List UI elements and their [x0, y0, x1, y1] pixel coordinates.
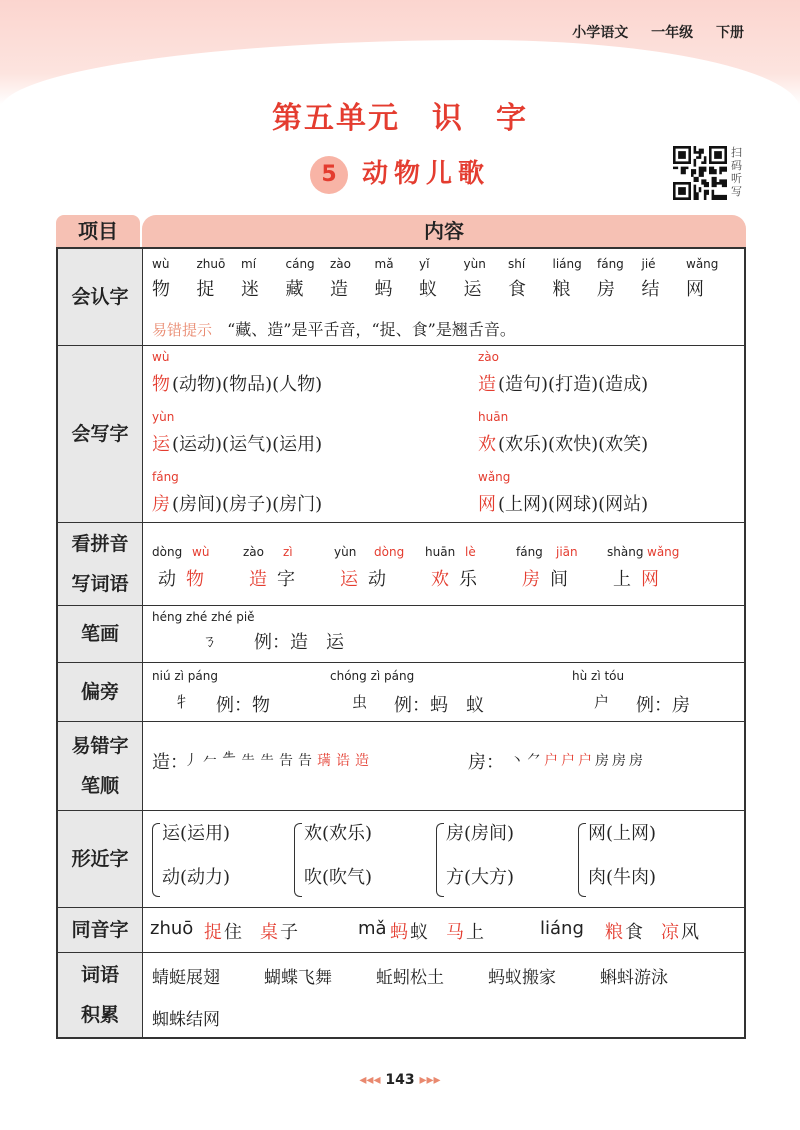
stroke-step-zao: 造	[355, 753, 369, 769]
char-pinyin: cáng	[285, 257, 315, 271]
pinyin-words-content	[144, 523, 744, 605]
unit-title: 第五单元 识 字	[272, 101, 528, 136]
stroke-step-zao: 𠂉	[203, 753, 217, 769]
recognize-char: 捉	[196, 279, 215, 300]
word-pinyin-1: yùn	[334, 545, 357, 559]
row-label: 偏旁	[58, 663, 143, 721]
brace-icon	[294, 823, 302, 897]
row-similar-chars	[58, 810, 744, 907]
recognize-char: 藏	[285, 279, 304, 300]
write-chars-content	[144, 346, 744, 522]
word-bank-item: 蝌蚪游泳	[600, 968, 668, 988]
char-pinyin: wù	[152, 257, 170, 271]
stroke-step-fang: 房	[629, 753, 643, 769]
word-pinyin-1: fáng	[516, 545, 543, 559]
volume-label: 下册	[716, 25, 744, 41]
write-char-words: (欢乐)(欢快)(欢笑)	[498, 434, 649, 455]
word-char-1: 动	[158, 569, 176, 590]
word-pinyin-1: zào	[243, 545, 264, 559]
stroke-step-zao: ⺧	[260, 753, 274, 769]
char-pinyin: mǎ	[374, 257, 394, 271]
row-homophones	[58, 907, 744, 952]
study-table	[56, 247, 746, 1039]
write-char: 运	[152, 434, 170, 455]
brace-icon	[152, 823, 160, 897]
row-stroke-order	[58, 721, 744, 810]
label-line-1: 看拼音	[71, 533, 129, 555]
word-char-2: 网	[641, 569, 659, 590]
row-label: 笔画	[58, 606, 143, 662]
stroke-shape: ㄋ	[202, 632, 218, 650]
recognize-char: 蚁	[419, 279, 437, 300]
row-label: 会认字	[58, 249, 143, 345]
row-radical	[58, 662, 744, 721]
word-bank-item: 蚂蚁搬家	[488, 968, 556, 988]
write-char-words: (运动)(运气)(运用)	[172, 434, 323, 455]
char-pinyin: wǎng	[686, 257, 719, 271]
stroke-step-zao: 告	[279, 753, 293, 769]
write-char: 造	[478, 374, 496, 395]
stroke-step-fang: 户	[561, 753, 575, 769]
zao-label: 造：	[152, 752, 188, 773]
word-pinyin-2: lè	[465, 545, 476, 559]
similar-char-bottom: 方(大方)	[446, 867, 515, 888]
word-char-2: 字	[277, 569, 295, 590]
write-char-words: (造句)(打造)(造成)	[498, 374, 649, 395]
page-number	[0, 1072, 800, 1088]
word-pinyin-2: wǎng	[647, 545, 680, 559]
write-char: 物	[152, 374, 170, 395]
brace-icon	[578, 823, 586, 897]
row-stroke	[58, 605, 744, 662]
stroke-step-zao: 𠂒	[222, 750, 236, 766]
header-item: 项目	[56, 215, 140, 247]
tip-line	[152, 317, 516, 340]
homophone-pinyin: liáng	[540, 918, 584, 939]
homophone-rest-1: 蚁	[410, 922, 428, 943]
brace-icon	[436, 823, 444, 897]
radical-char: 户	[594, 693, 610, 711]
stroke-example: 例：造 运	[254, 632, 344, 653]
write-char-words: (动物)(物品)(人物)	[172, 374, 323, 395]
recognize-char: 结	[641, 279, 660, 300]
page-number-value: 143	[385, 1072, 415, 1088]
word-pinyin-2: jiān	[556, 545, 578, 559]
table-header	[56, 215, 746, 247]
stroke-step-fang: 房	[595, 753, 609, 769]
word-char-2: 乐	[459, 569, 477, 590]
row-label	[58, 523, 143, 605]
stroke-step-fang: 户	[578, 753, 592, 769]
homophone-char-2: 马	[446, 922, 464, 943]
word-pinyin-1: shàng	[607, 545, 644, 559]
stroke-pinyin: héng zhé zhé piě	[152, 610, 255, 624]
homophone-rest-2: 子	[280, 922, 298, 943]
label-line-2: 写词语	[71, 573, 129, 595]
char-pinyin: mí	[241, 257, 257, 271]
word-bank-content	[144, 953, 744, 1037]
write-char-pinyin: wù	[152, 350, 170, 364]
homophone-pinyin: mǎ	[358, 918, 387, 939]
word-pinyin-1: huān	[425, 545, 456, 559]
stroke-step-fang: ⺈	[527, 753, 541, 769]
write-char: 网	[478, 494, 496, 515]
stroke-step-zao: 诰	[336, 753, 350, 769]
char-pinyin: zhuō	[196, 257, 226, 271]
stroke-step-zao: 丿	[184, 753, 198, 769]
radical-example: 例：房	[636, 695, 690, 716]
homophone-char-1: 蚂	[390, 922, 408, 943]
homophones-content	[144, 908, 744, 952]
scan-listen-hint: 扫码听写	[731, 146, 742, 198]
row-word-bank	[58, 952, 744, 1037]
homophone-char-2: 凉	[661, 922, 679, 943]
homophone-rest-2: 上	[466, 922, 484, 943]
char-pinyin: shí	[508, 257, 526, 271]
recognize-char: 房	[597, 279, 615, 300]
word-char-2: 间	[550, 569, 568, 590]
write-char-words: (上网)(网球)(网站)	[498, 494, 649, 515]
word-pinyin-2: zì	[283, 545, 293, 559]
stroke-step-fang: 户	[544, 753, 558, 769]
homophone-char-1: 捉	[204, 922, 222, 943]
label-line-2: 积累	[80, 1004, 119, 1026]
next-arrows-icon: ▸▸▸	[419, 1072, 441, 1088]
word-char-1: 造	[249, 569, 267, 590]
radical-content	[144, 663, 744, 721]
row-pinyin-words	[58, 522, 744, 605]
recognize-char: 蚂	[374, 279, 393, 300]
radical-char: 牜	[174, 693, 190, 711]
homophone-rest-1: 住	[224, 922, 242, 943]
similar-char-top: 网(上网)	[588, 823, 657, 844]
char-pinyin: yùn	[463, 257, 486, 271]
book-header	[554, 22, 744, 42]
write-char-pinyin: fáng	[152, 470, 179, 484]
row-label	[58, 953, 143, 1037]
write-char-pinyin: wǎng	[478, 470, 511, 484]
similar-char-top: 欢(欢乐)	[304, 823, 373, 844]
word-pinyin-1: dòng	[152, 545, 183, 559]
row-write-chars	[58, 345, 744, 522]
label-line-1: 易错字	[71, 735, 129, 757]
similar-char-bottom: 吹(吹气)	[304, 867, 373, 888]
word-pinyin-2: dòng	[374, 545, 405, 559]
word-bank-item: 蜘蛛结网	[152, 1010, 220, 1030]
row-recognize-chars	[58, 249, 744, 345]
stroke-step-zao: 𫞩	[317, 753, 331, 769]
radical-example: 例：蚂 蚁	[394, 695, 484, 716]
tip-label: 易错提示	[152, 321, 213, 339]
similar-char-bottom: 动(动力)	[162, 867, 231, 888]
stroke-step-zao: 告	[298, 753, 312, 769]
label-line-1: 词语	[80, 964, 119, 986]
radical-pinyin: hù zì tóu	[572, 669, 625, 683]
radical-pinyin: niú zì páng	[152, 669, 218, 683]
tip-text: “藏、造”是平舌音，“捉、食”是翘舌音。	[227, 320, 516, 339]
write-char-pinyin: huān	[478, 410, 509, 424]
recognize-char: 食	[508, 279, 526, 300]
word-bank-item: 蚯蚓松土	[376, 968, 444, 988]
row-label: 形近字	[58, 811, 143, 907]
radical-pinyin: chóng zì páng	[330, 669, 415, 683]
stroke-order-content	[144, 722, 744, 810]
radical-example: 例：物	[216, 695, 270, 716]
similar-char-top: 运(运用)	[162, 823, 231, 844]
recognize-char: 运	[463, 279, 482, 300]
homophone-pinyin: zhuō	[150, 918, 194, 939]
char-pinyin: zào	[330, 257, 351, 271]
word-char-1: 上	[613, 569, 631, 590]
recognize-char: 网	[686, 279, 704, 300]
word-char-1: 房	[522, 569, 540, 590]
homophone-char-1: 粮	[605, 922, 623, 943]
stroke-step-fang: 房	[612, 753, 626, 769]
write-char-words: (房间)(房子)(房门)	[172, 494, 323, 515]
word-char-1: 运	[340, 569, 358, 590]
row-label	[58, 722, 143, 810]
fang-label: 房：	[468, 752, 504, 773]
similar-char-bottom: 肉(牛肉)	[588, 867, 657, 888]
similar-char-top: 房(房间)	[446, 823, 515, 844]
word-bank-item: 蜻蜓展翅	[152, 968, 220, 988]
write-char: 房	[152, 494, 170, 515]
write-char-pinyin: yùn	[152, 410, 175, 424]
word-pinyin-2: wù	[192, 545, 210, 559]
similar-chars-content	[144, 811, 744, 907]
char-pinyin: jié	[641, 257, 656, 271]
grade-label: 一年级	[651, 25, 694, 41]
word-bank-item: 蝴蝶飞舞	[264, 968, 332, 988]
word-char-2: 物	[186, 569, 204, 590]
recognize-chars-content	[144, 249, 744, 345]
char-pinyin: fáng	[597, 257, 624, 271]
qr-code-icon[interactable]	[673, 146, 727, 200]
stroke-content	[144, 606, 744, 662]
write-char: 欢	[478, 434, 496, 455]
recognize-char: 造	[330, 279, 348, 300]
homophone-rest-1: 食	[625, 922, 643, 943]
label-line-2: 笔顺	[80, 775, 119, 797]
stroke-step-zao: ⺧	[241, 753, 255, 769]
homophone-rest-2: 风	[681, 922, 699, 943]
recognize-char: 粮	[552, 279, 571, 300]
row-label: 会写字	[58, 346, 143, 522]
radical-char: 虫	[352, 693, 368, 711]
lesson-number-badge: 5	[310, 156, 348, 194]
subject-label: 小学语文	[572, 25, 629, 41]
recognize-char: 物	[152, 279, 170, 300]
prev-arrows-icon: ◂◂◂	[359, 1072, 386, 1088]
word-char-1: 欢	[431, 569, 449, 590]
char-pinyin: liáng	[552, 257, 582, 271]
lesson-name: 动物儿歌	[361, 159, 490, 189]
stroke-step-fang: 丶	[510, 753, 524, 769]
word-char-2: 动	[368, 569, 386, 590]
header-content: 内容	[142, 215, 746, 247]
recognize-char: 迷	[241, 279, 259, 300]
write-char-pinyin: zào	[478, 350, 499, 364]
homophone-char-2: 桌	[260, 922, 278, 943]
char-pinyin: yǐ	[419, 257, 430, 271]
row-label: 同音字	[58, 908, 143, 952]
